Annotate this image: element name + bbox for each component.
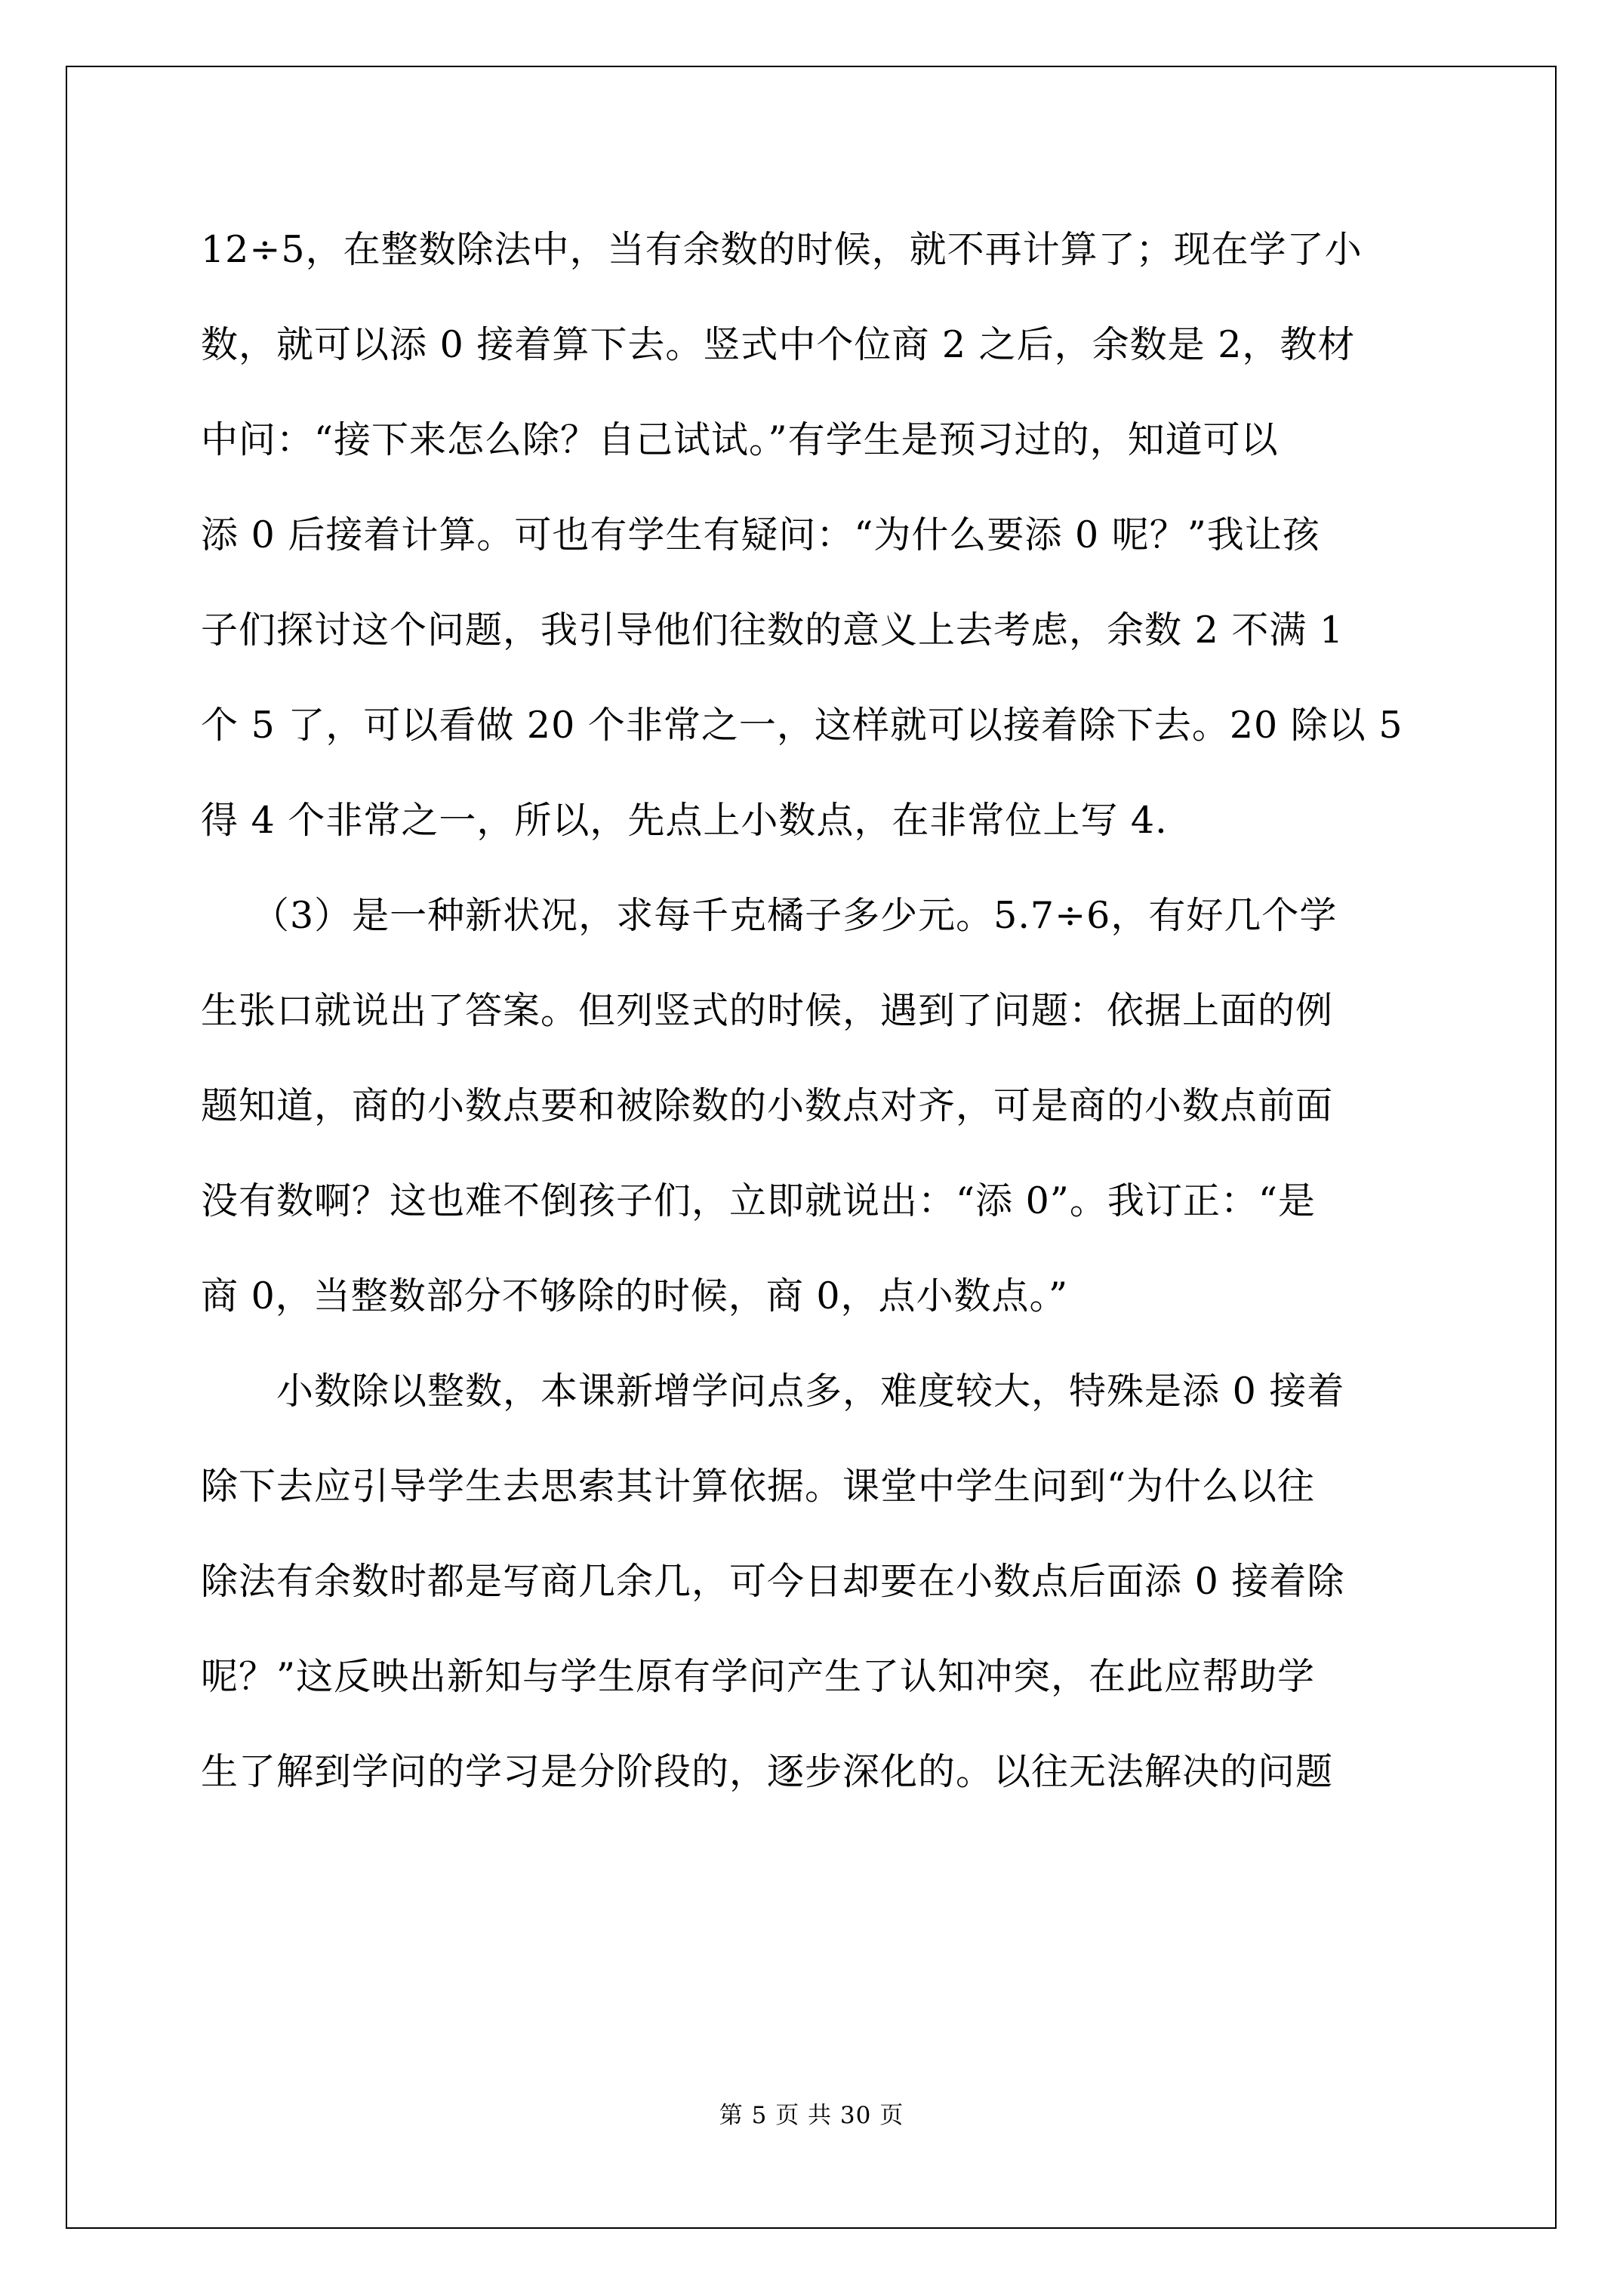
text-line: 生张口就说出了答案。但列竖式的时候，遇到了问题：依据上面的例	[201, 989, 1334, 1032]
text-line: 除下去应引导学生去思索其计算依据。课堂中学生问到“为什么以往	[201, 1465, 1316, 1508]
document-body	[201, 220, 1427, 1837]
text-line: 小数除以整数，本课新增学问点多，难度较大，特殊是添 0 接着	[276, 1370, 1345, 1413]
text-line: 除法有余数时都是写商几余几，可今日却要在小数点后面添 0 接着除	[201, 1560, 1345, 1603]
text-line: 数，就可以添 0 接着算下去。竖式中个位商 2 之后，余数是 2，教材	[201, 323, 1356, 366]
text-line: 商 0，当整数部分不够除的时候，商 0，点小数点。”	[201, 1274, 1069, 1318]
text-line: 12÷5，在整数除法中，当有余数的时候，就不再计算了；现在学了小	[201, 228, 1363, 271]
text-line: 得 4 个非常之一，所以，先点上小数点，在非常位上写 4.	[201, 799, 1168, 842]
text-line: 呢？”这反映出新知与学生原有学问产生了认知冲突，在此应帮助学	[201, 1655, 1316, 1698]
text-line: （3）是一种新状况，求每千克橘子多少元。5.7÷6，有好几个学	[252, 894, 1338, 937]
text-line: 添 0 后接着计算。可也有学生有疑问：“为什么要添 0 呢？”我让孩	[201, 513, 1320, 556]
text-line: 子们探讨这个问题，我引导他们往数的意义上去考虑，余数 2 不满 1	[201, 609, 1344, 652]
text-line: 个 5 了，可以看做 20 个非常之一，这样就可以接着除下去。20 除以 5	[201, 704, 1403, 747]
text-line: 题知道，商的小数点要和被除数的小数点对齐，可是商的小数点前面	[201, 1084, 1334, 1127]
text-line: 生了解到学问的学习是分阶段的，逐步深化的。以往无法解决的问题	[201, 1750, 1334, 1793]
text-line: 没有数啊？这也难不倒孩子们，立即就说出：“添 0”。我订正：“是	[201, 1179, 1316, 1222]
text-line: 中问：“接下来怎么除？自己试试。”有学生是预习过的，知道可以	[201, 418, 1279, 461]
page-number: 第 5 页 共 30 页	[719, 2102, 904, 2129]
